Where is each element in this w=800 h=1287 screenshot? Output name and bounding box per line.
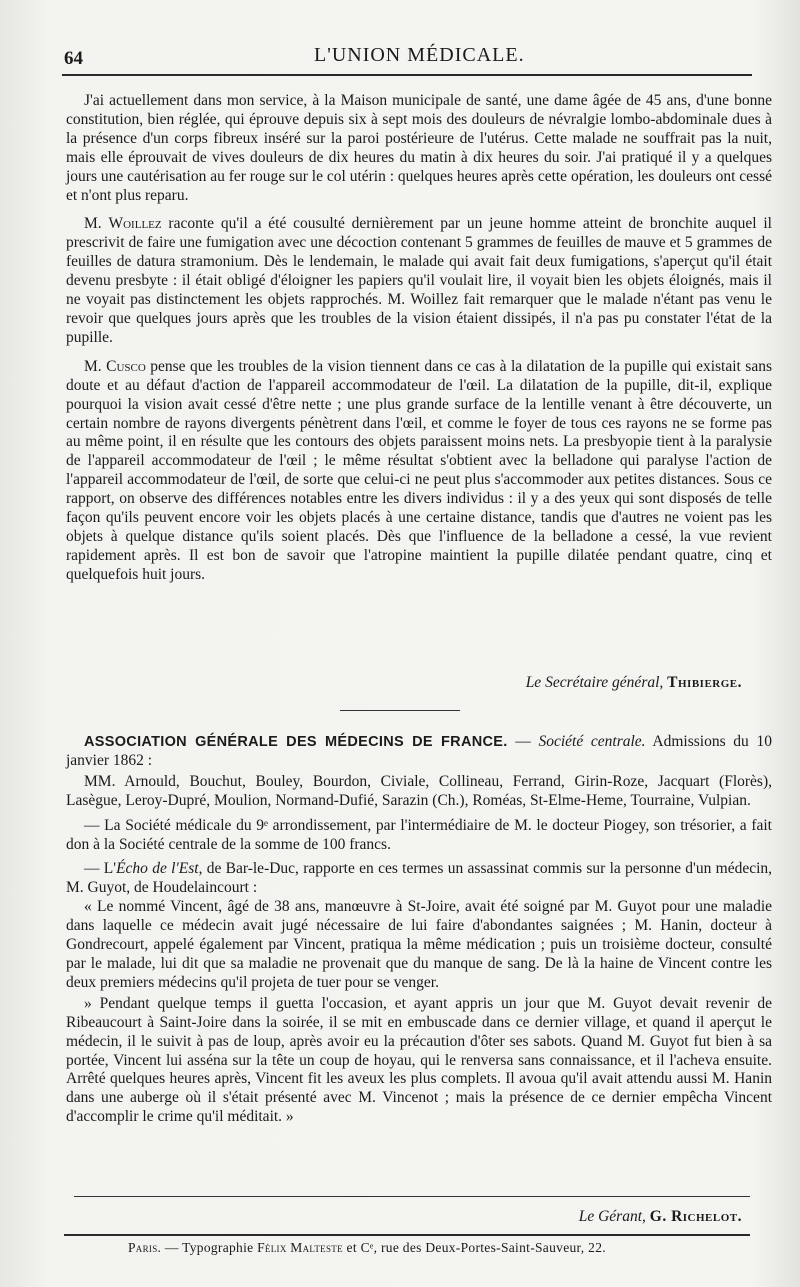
- speaker-woillez: Woillez: [108, 215, 162, 233]
- paragraph-cusco: [66, 358, 772, 585]
- printer-imprint: [128, 1240, 606, 1256]
- paragraph-donation: — La Société médicale du 9ᵉ arrondissement, par l'intermédiaire de M. le docteur Piogey, son trésorier, a fait don à la Société centrale de la somme de 100 francs.: [66, 816, 772, 853]
- paragraph-cusco-prefix: M.: [84, 357, 107, 375]
- paragraph-cusco-text: pense que les troubles de la vision tiennent dans ce cas à la dilatation de la pupille qui existait sans doute et au défaut d'action de l'appareil accommodateur de l'œil. La dilatation de la pupille, dit-il, explique pourquoi la vision avait cessé d'être nette ; une plus grande surface de la lentille venant à être découverte, un certain nombre de rayons divergents pénètrent dans l'œil, et comme le foyer de tous ces rayons ne se forme pas au même point, il en résulte que les contours des objets paraissent moins nets. La presbyopie tient à la paralysie de l'appareil accommodateur de l'œil ; le même résultat s'obtient avec la belladone qui paralyse l'action de l'appareil accommodateur de l'œil, de sorte que celui-ci ne peut plus s'accommoder aux petites distances. Sous ce rapport, on observe des différences notables entre les divers individus : il y a des yeux qui sont disposés de telle façon qu'ils peuvent encore voir les objets placés à une certaine distance, tandis que d'autres ne voient pas les objets à quelque distance qu'ils soient placés. Dès que l'influence de la belladone a cessé, la vue revient rapidement après. Il est bon de savoir que l'atropine maintient la pupille dilatée pendant quatre, cinq et quelquefois huit jours.: [66, 357, 772, 583]
- quote-paragraph-2: » Pendant quelque temps il guetta l'occasion, et ayant appris un jour que M. Guyot devait revenir de Ribeaucourt à Saint-Joire dans la soirée, il se mit en embuscade dans ce dernier village, et quand il aperçut le médecin, il le suivit à pas de loup, après avoir eu la précaution d'ôter ses sabots. Quand M. Guyot fut bien à sa portée, Vincent lui asséna sur la tête un coup de hoyau, qui le renversa sans connaissance, et il l'acheva ensuite. Arrêté quelques heures après, Vincent fit les aveux les plus complets. Il avoua qu'il avait attendu aussi M. Hanin dans une auberge où il s'était présenté avec M. Vincenot ; mais la présence de ce dernier empêcha Vincent d'accomplir le crime qu'il méditait. »: [66, 994, 772, 1126]
- association-dash: —: [507, 733, 539, 750]
- footer-rule-top: [74, 1196, 750, 1197]
- page-number: 64: [64, 48, 83, 69]
- association-paragraph: [66, 733, 772, 771]
- echo-source: Écho de l'Est: [116, 860, 199, 878]
- paragraph-cauterization: J'ai actuellement dans mon service, à la Maison municipale de santé, une dame âgée de 45 ans, d'une bonne constitution, bien réglée, qui éprouve depuis six à sept mois des douleurs de névralgie lombo-abdominale dues à la présence d'un corps fibreux inséré sur la paroi postérieure de l'utérus. Cette malade ne souffrait pas la nuit, mais elle éprouvait de vives douleurs de dix heures du matin à dix heures du soir. J'ai pratiqué il y a quelques jours une cautérisation au fer rouge sur le col utérin : quelques heures après cette opération, les douleurs ont cessé et n'ont plus reparu.: [66, 92, 772, 204]
- article-body: [66, 92, 772, 585]
- imprint-city: Paris.: [128, 1240, 162, 1255]
- secretary-signature: [526, 674, 742, 692]
- echo-text: , de Bar-le-Duc, rapporte en ces termes un assassinat commis sur la personne d'un médecin, M. Guyot, de Houdelaincourt :: [66, 860, 773, 897]
- manager-signature: [579, 1208, 742, 1226]
- section-divider: [340, 710, 460, 711]
- association-society: Société centrale.: [538, 733, 646, 750]
- echo-dash: — L': [84, 860, 117, 878]
- running-head: [64, 44, 752, 74]
- journal-title: L'UNION MÉDICALE.: [314, 44, 525, 66]
- imprint-text: — Typographie: [161, 1240, 258, 1255]
- paragraph-woillez-text: raconte qu'il a été cousulté dernièrement par un jeune homme atteint de bronchite auquel il prescrivit de faire une fumigation avec une décoction contenant 5 grammes de feuilles de mauve et 5 grammes de feuilles de datura stramonium. Dès le lendemain, le malade qui avait fait deux fumigations, s'aperçut qu'il était devenu presbyte : il était obligé d'éloigner les papiers qu'il voulait lire, il voyait bien les objets éloignés, mais il ne voyait pas distinctement les objets rapprochés. M. Woillez fait remarquer que le malade n'étant pas venu le revoir que quelques jours après que les troubles de la vision étaient dissipés, il n'a pas pu constater l'état de la pupille.: [66, 215, 772, 346]
- imprint-printer: Félix Malteste: [257, 1240, 343, 1255]
- imprint-address: et Cᵉ, rue des Deux-Portes-Saint-Sauveur, 22.: [342, 1240, 606, 1255]
- news-body: [66, 733, 772, 1127]
- paragraph-echo: [66, 860, 772, 898]
- footer-rule-bottom: [64, 1234, 750, 1236]
- quote-paragraph-1: « Le nommé Vincent, âgé de 38 ans, manœuvre à St-Joire, avait été soigné par M. Guyot pour une maladie dans laquelle ce médecin avait jugé nécessaire de lui faire d'abondantes saignées ; M. Hanin, docteur à Gondrecourt, appelé également par Vincent, pratiqua la même médication ; puis un troisième docteur, consulté par le malade, lui dit que sa maladie ne provenait que du manque de sang. De là la haine de Vincent contre les deux premiers médecins qu'il projeta de tuer pour se venger.: [66, 898, 772, 991]
- manager-name: G. Richelot.: [649, 1208, 742, 1225]
- secretary-name: Thibierge.: [667, 674, 742, 691]
- association-admissions: Admissions du 10 janvier 1862 :: [66, 733, 772, 769]
- members-list: MM. Arnould, Bouchut, Bouley, Bourdon, Civiale, Collineau, Ferrand, Girin-Roze, Jacquart (Florès), Lasègue, Leroy-Dupré, Moulion, Normand-Dufié, Sarazin (Ch.), Roméas, St-Elme-Heme, Tourraine, Vulpian.: [66, 772, 772, 809]
- association-heading: ASSOCIATION GÉNÉRALE DES MÉDECINS DE FRANCE.: [84, 734, 508, 750]
- secretary-role: Le Secrétaire général,: [525, 674, 664, 691]
- manager-role: Le Gérant,: [578, 1208, 646, 1225]
- header-rule: [62, 74, 752, 76]
- paragraph-woillez-prefix: M.: [84, 215, 109, 233]
- paragraph-woillez: [66, 215, 772, 347]
- speaker-cusco: Cusco: [106, 357, 146, 375]
